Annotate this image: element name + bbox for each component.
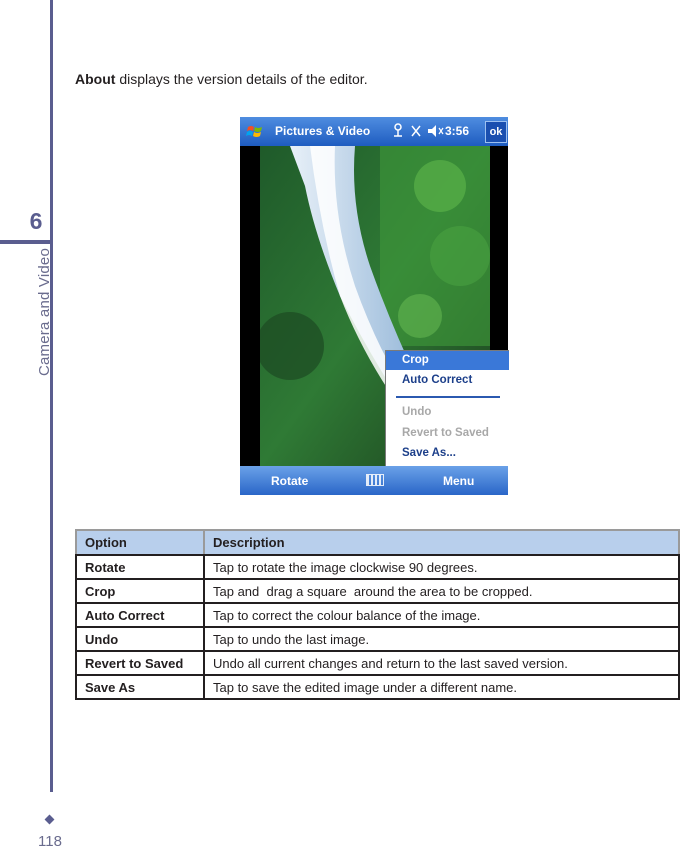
header-option: Option: [76, 530, 204, 555]
table-row: [76, 651, 679, 675]
connectivity-icon[interactable]: [394, 124, 402, 136]
menu-separator: [396, 396, 500, 398]
header-description: Description: [204, 530, 679, 555]
description-cell: Tap to save the edited image under a different name.: [204, 675, 679, 699]
intro-paragraph: [75, 71, 368, 87]
option-cell: Crop: [76, 579, 204, 603]
description-cell: Tap and drag a square around the area to be cropped.: [204, 579, 679, 603]
margin-rail: [50, 0, 53, 792]
diamond-icon: [45, 815, 55, 825]
description-cell: Tap to correct the colour balance of the image.: [204, 603, 679, 627]
signal-icon[interactable]: [412, 126, 420, 136]
chapter-marker-bar: [0, 240, 52, 244]
description-cell: Tap to rotate the image clockwise 90 degrees.: [204, 555, 679, 579]
menu-item-revert-to-saved[interactable]: Revert to Saved: [402, 427, 489, 439]
menu-item-save-as[interactable]: Save As...: [402, 447, 456, 459]
intro-text: displays the version details of the editor.: [115, 71, 368, 87]
chapter-number: 6: [29, 208, 43, 234]
keyboard-icon[interactable]: [366, 474, 384, 486]
menu-softkey[interactable]: Menu: [443, 474, 475, 488]
title-bar: [240, 117, 508, 146]
ok-button[interactable]: ok: [485, 121, 507, 143]
table-row: [76, 603, 679, 627]
intro-term: About: [75, 71, 116, 87]
option-cell: Auto Correct: [76, 603, 204, 627]
softkey-bar: [240, 466, 508, 495]
device-screenshot: [240, 117, 508, 495]
table-header-row: [76, 530, 679, 555]
option-cell: Rotate: [76, 555, 204, 579]
menu-item-crop[interactable]: Crop: [386, 351, 509, 370]
option-cell: Undo: [76, 627, 204, 651]
table-row: [76, 627, 679, 651]
context-menu: [385, 350, 509, 467]
table-row: [76, 675, 679, 699]
menu-item-auto-correct[interactable]: Auto Correct: [402, 374, 473, 386]
description-cell: Undo all current changes and return to the last saved version.: [204, 651, 679, 675]
menu-item-undo[interactable]: Undo: [402, 406, 432, 418]
option-cell: Revert to Saved: [76, 651, 204, 675]
options-table: [75, 529, 680, 700]
chapter-title: Camera and Video: [36, 248, 53, 377]
page-number: 118: [38, 833, 62, 850]
windows-start-icon[interactable]: [246, 123, 264, 141]
app-title: Pictures & Video: [275, 124, 371, 138]
table-row: [76, 579, 679, 603]
clock[interactable]: 3:56: [445, 124, 470, 138]
table-row: [76, 555, 679, 579]
description-cell: Tap to undo the last image.: [204, 627, 679, 651]
rotate-softkey[interactable]: Rotate: [271, 474, 309, 488]
option-cell: Save As: [76, 675, 204, 699]
volume-icon[interactable]: [428, 125, 443, 137]
